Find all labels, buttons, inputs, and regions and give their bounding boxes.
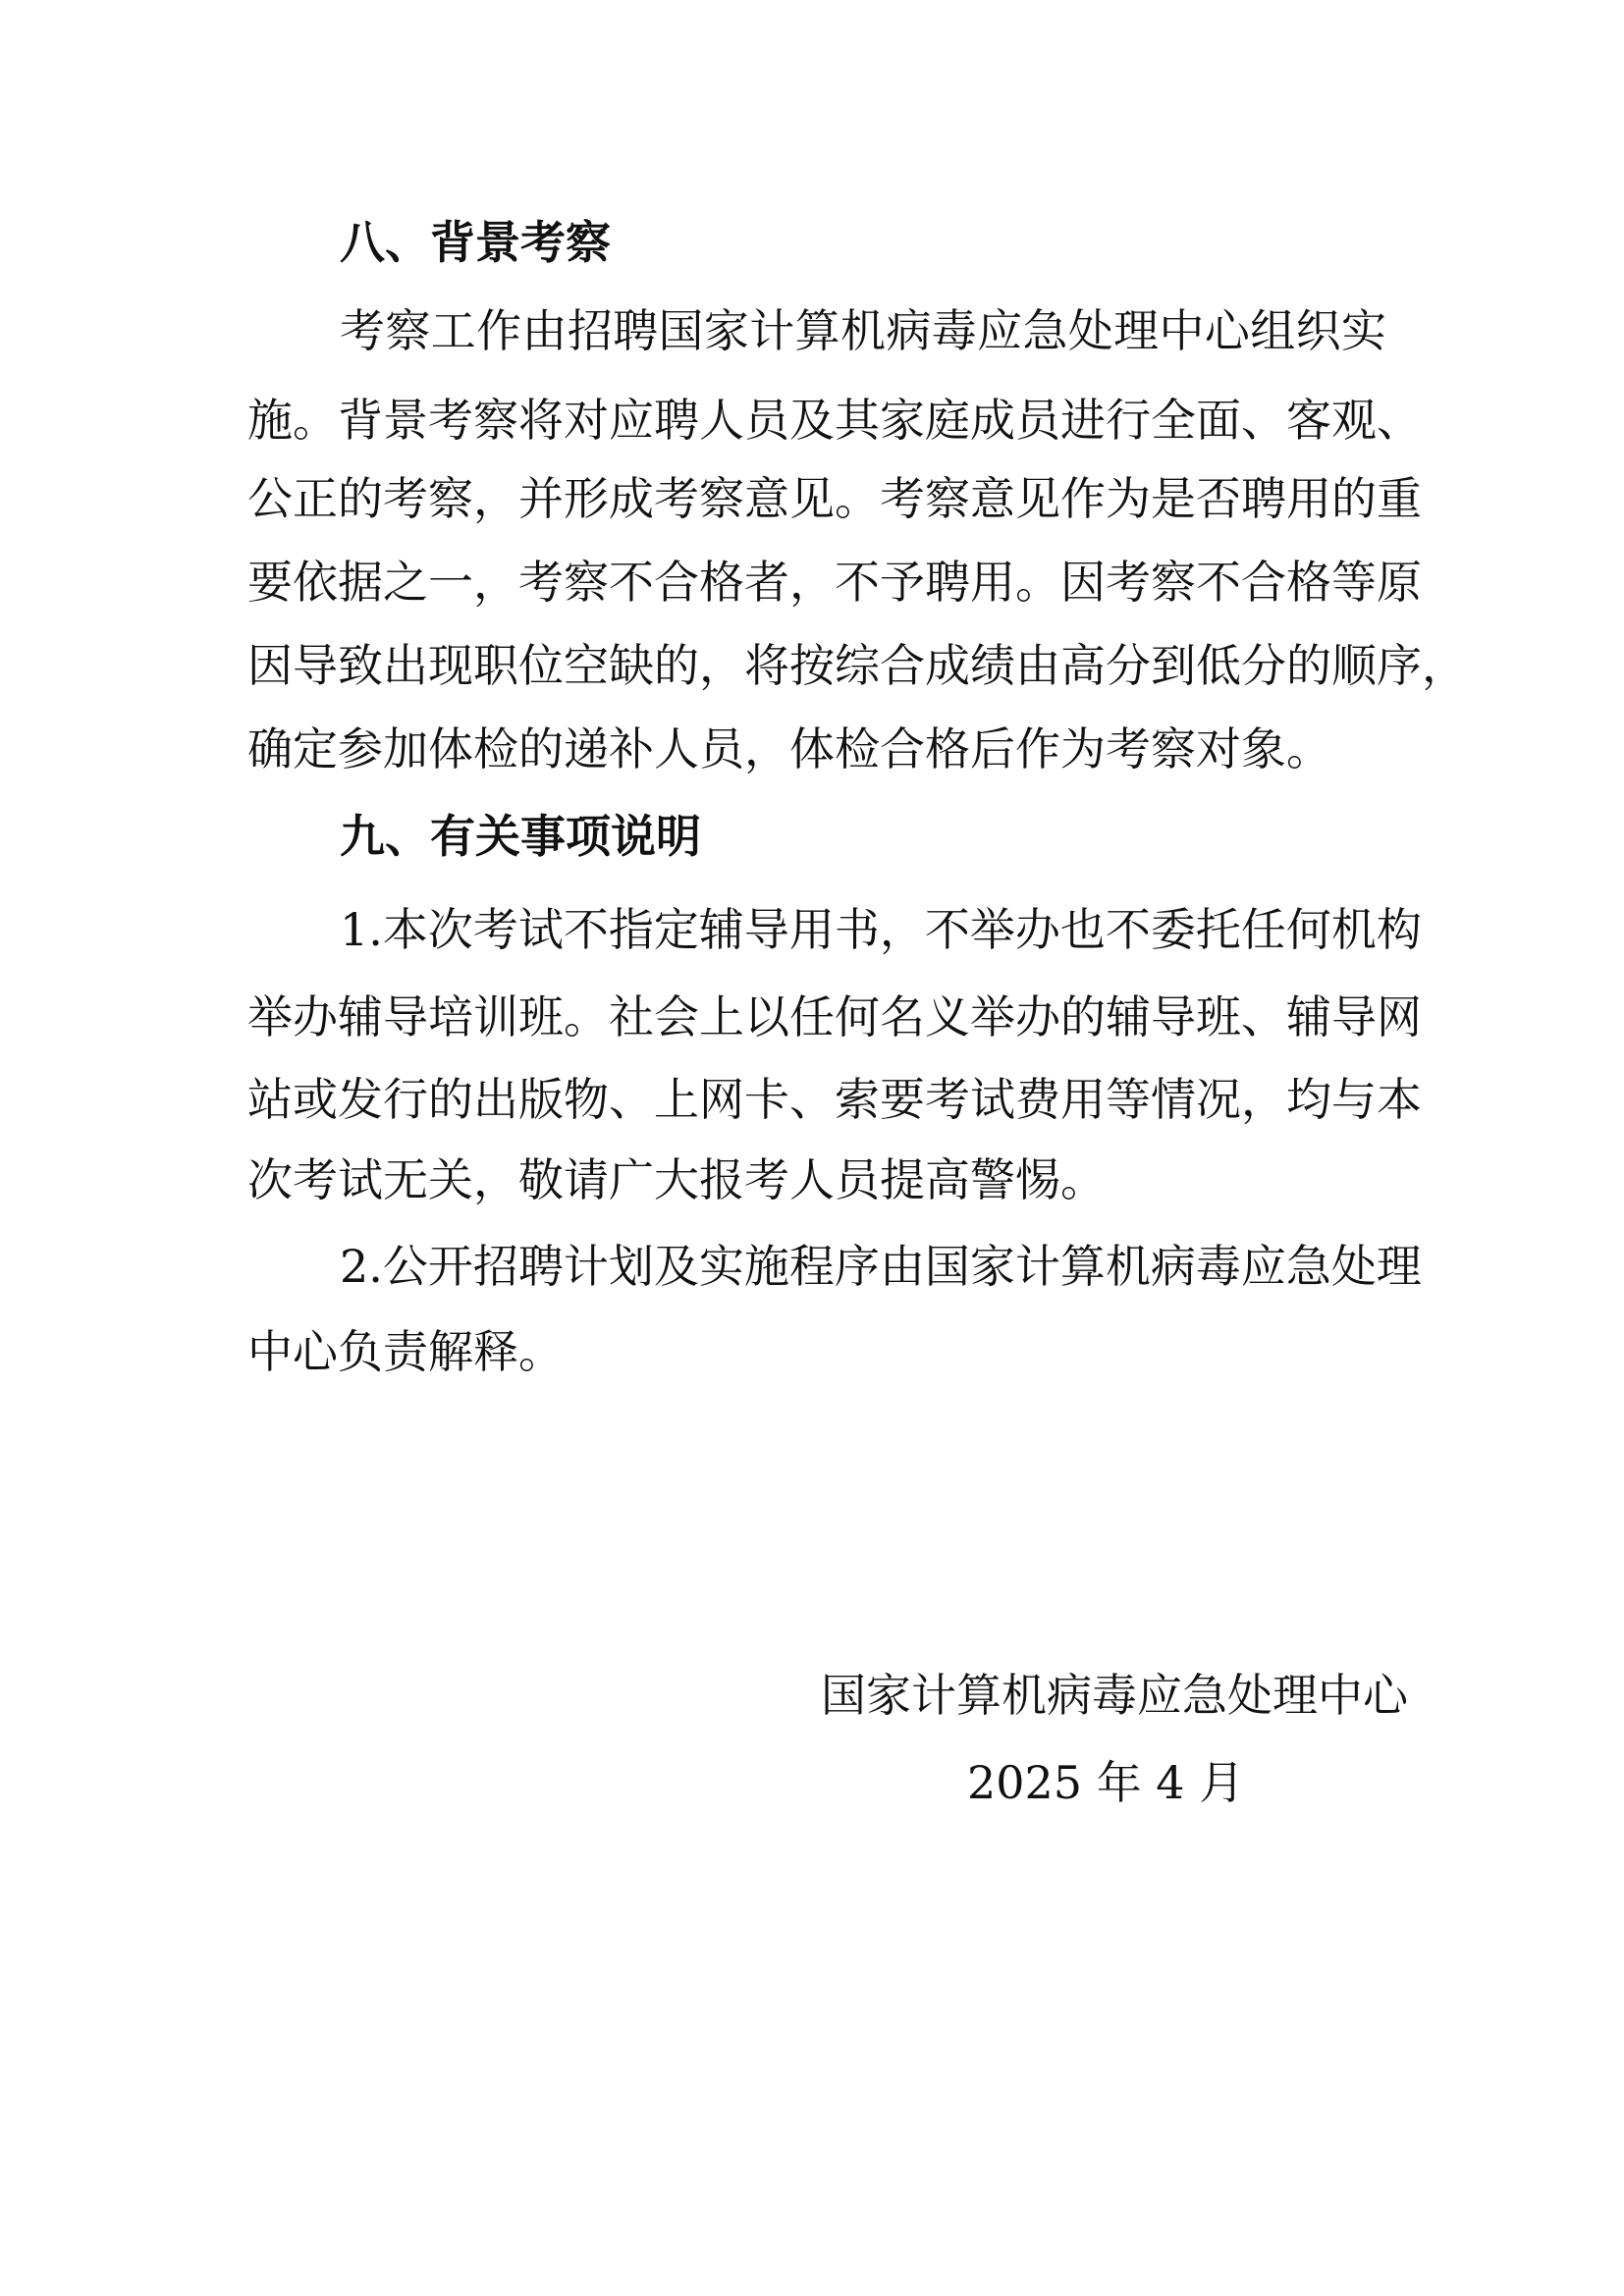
paragraph-line: 次考试无关，敬请广大报考人员提高警惕。 bbox=[247, 1153, 1106, 1206]
signature-date: 2025 年 4 月 bbox=[967, 1756, 1245, 1809]
paragraph-line: 中心负责解释。 bbox=[247, 1325, 564, 1378]
paragraph-line: 举办辅导培训班。社会上以任何名义举办的辅导班、辅导网 bbox=[247, 990, 1422, 1043]
signature-organization: 国家计算机病毒应急处理中心 bbox=[821, 1669, 1408, 1722]
paragraph-line: 要依据之一，考察不合格者，不予聘用。因考察不合格等原 bbox=[247, 556, 1422, 609]
paragraph-line: 施。背景考察将对应聘人员及其家庭成员进行全面、客观、 bbox=[247, 394, 1422, 447]
paragraph-line: 因导致出现职位空缺的，将按综合成绩由高分到低分的顺序， bbox=[247, 639, 1467, 692]
section-heading-notes: 九、有关事项说明 bbox=[340, 810, 701, 863]
section-heading-background-check: 八、背景考察 bbox=[340, 216, 611, 269]
paragraph-line: 确定参加体检的递补人员，体检合格后作为考察对象。 bbox=[247, 722, 1331, 775]
paragraph-line: 考察工作由招聘国家计算机病毒应急处理中心组织实 bbox=[340, 304, 1386, 357]
paragraph-line: 1.本次考试不指定辅导用书，不举办也不委托任何机构 bbox=[340, 903, 1422, 956]
paragraph-line: 公正的考察，并形成考察意见。考察意见作为是否聘用的重 bbox=[247, 472, 1422, 525]
paragraph-line: 2.公开招聘计划及实施程序由国家计算机病毒应急处理 bbox=[340, 1240, 1422, 1293]
paragraph-line: 站或发行的出版物、上网卡、索要考试费用等情况，均与本 bbox=[247, 1073, 1422, 1126]
